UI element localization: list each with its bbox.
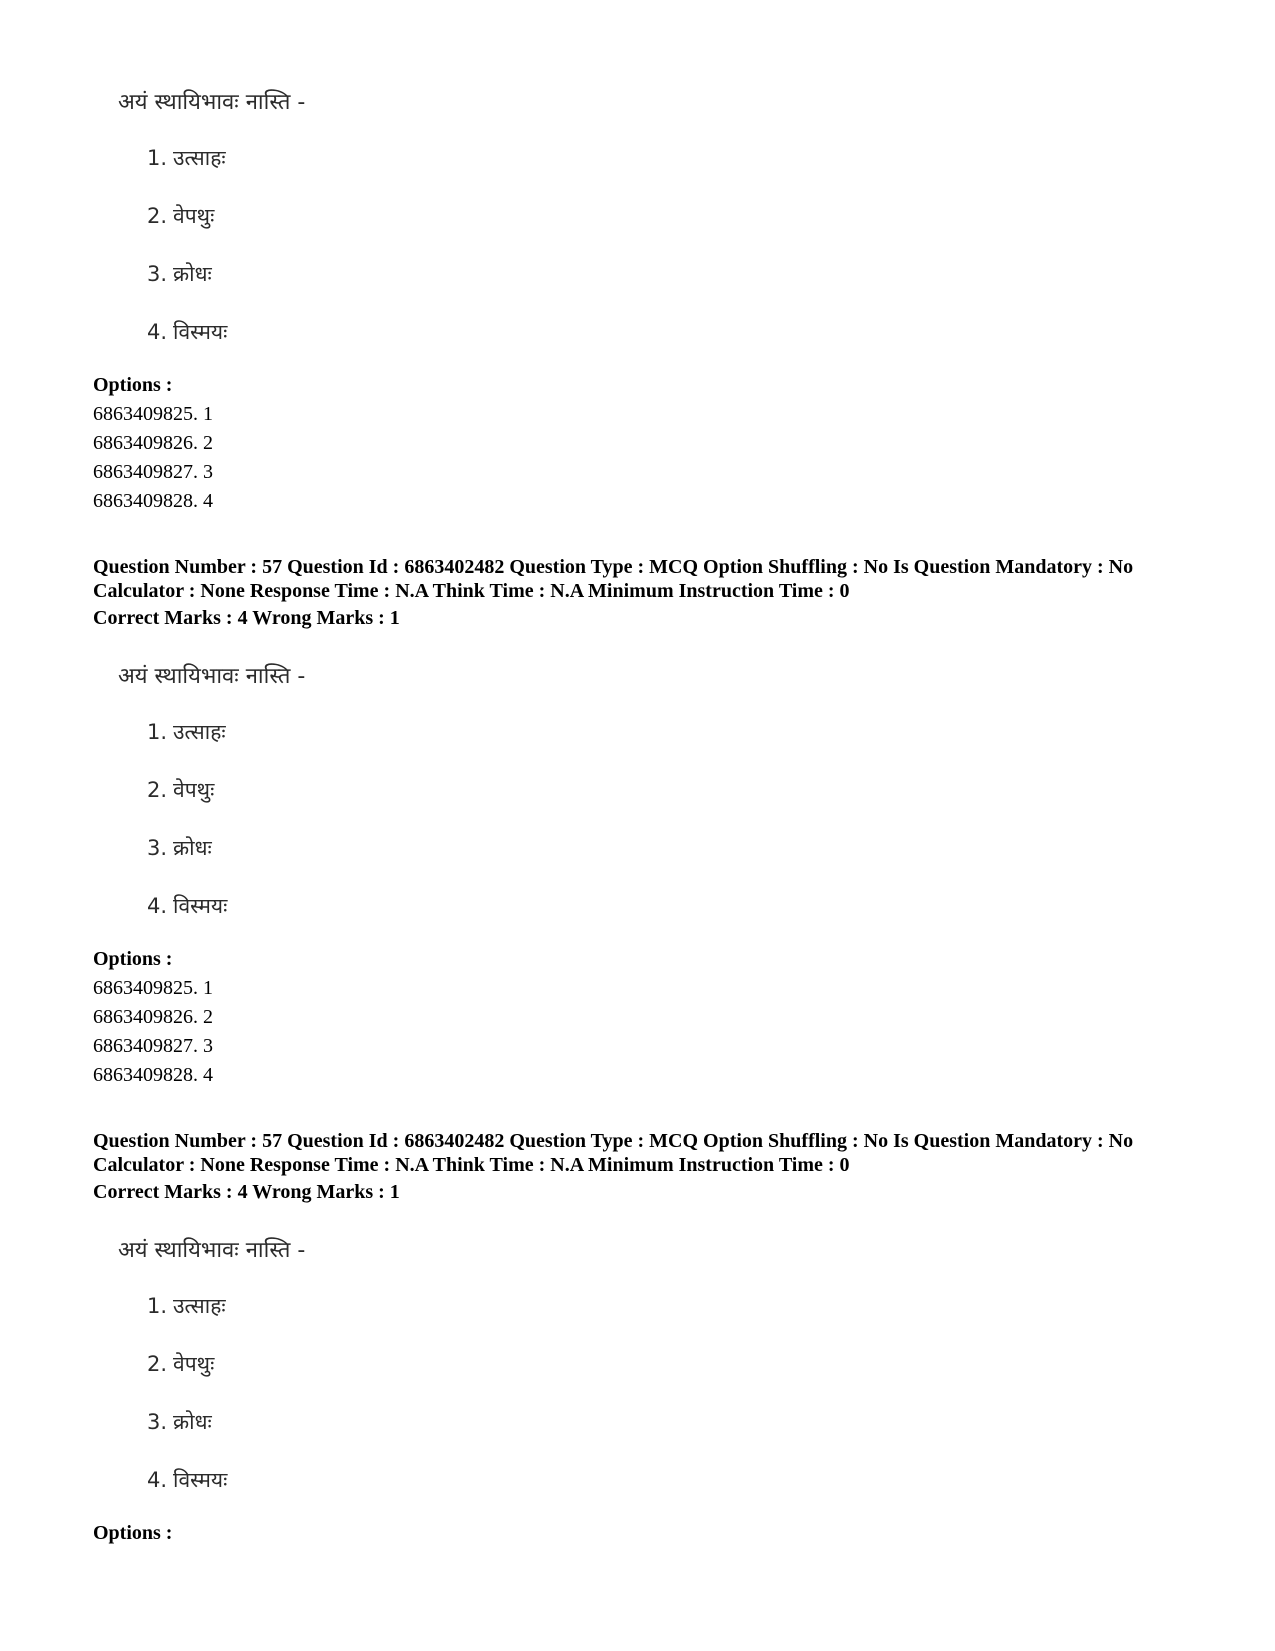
choice-text: विस्मयः [173,894,228,918]
question-text: अयं स्थायिभावः नास्ति - [118,1238,306,1263]
choice-text: वेपथुः [173,1352,215,1376]
question-meta: Question Number : 57 Question Id : 6863402482 Question Type : MCQ Option Shuffling : No Is Question Mandatory : No Calculator : None Response Time : N.A Think Time : N.A Minimum Instruction Time : 0 [93,1130,1134,1176]
choice-item [147,1408,212,1436]
choice-text: उत्साहः [173,146,226,170]
choice-text: वेपथुः [173,204,215,228]
choice-item [147,892,227,920]
choice-number: 3. [147,1410,168,1434]
options-label: Options : [93,374,173,396]
choice-text: विस्मयः [173,1468,228,1492]
choice-number: 2. [147,204,168,228]
choice-number: 1. [147,1294,168,1318]
option-row: 6863409827. 3 [93,1035,213,1057]
choice-text: वेपथुः [173,778,215,802]
question-meta: Question Number : 57 Question Id : 6863402482 Question Type : MCQ Option Shuffling : No Is Question Mandatory : No Calculator : None Response Time : N.A Think Time : N.A Minimum Instruction Time : 0 [93,556,1134,602]
choice-number: 4. [147,894,168,918]
choice-text: विस्मयः [173,320,228,344]
choice-item [147,202,214,230]
choice-number: 4. [147,1468,168,1492]
choice-text: क्रोधः [173,836,212,860]
choice-number: 3. [147,262,168,286]
option-row: 6863409825. 1 [93,403,213,425]
option-row: 6863409826. 2 [93,432,213,454]
question-marks: Correct Marks : 4 Wrong Marks : 1 [93,607,400,629]
choice-item [147,834,212,862]
choice-item [147,1350,214,1378]
choice-number: 1. [147,720,168,744]
choice-text: क्रोधः [173,1410,212,1434]
options-label: Options : [93,1522,173,1544]
question-marks: Correct Marks : 4 Wrong Marks : 1 [93,1181,400,1203]
choice-text: उत्साहः [173,1294,226,1318]
choice-text: उत्साहः [173,720,226,744]
choice-number: 2. [147,1352,168,1376]
question-text: अयं स्थायिभावः नास्ति - [118,90,306,115]
choice-number: 2. [147,778,168,802]
choice-item [147,318,227,346]
option-row: 6863409828. 4 [93,1064,213,1086]
choice-item [147,718,226,746]
options-label: Options : [93,948,173,970]
choice-item [147,1292,226,1320]
choice-number: 3. [147,836,168,860]
choice-number: 4. [147,320,168,344]
choice-text: क्रोधः [173,262,212,286]
choice-number: 1. [147,146,168,170]
choice-item [147,144,226,172]
choice-item [147,260,212,288]
choice-item [147,1466,227,1494]
option-row: 6863409826. 2 [93,1006,213,1028]
choice-item [147,776,214,804]
option-row: 6863409828. 4 [93,490,213,512]
option-row: 6863409825. 1 [93,977,213,999]
question-text: अयं स्थायिभावः नास्ति - [118,664,306,689]
option-row: 6863409827. 3 [93,461,213,483]
